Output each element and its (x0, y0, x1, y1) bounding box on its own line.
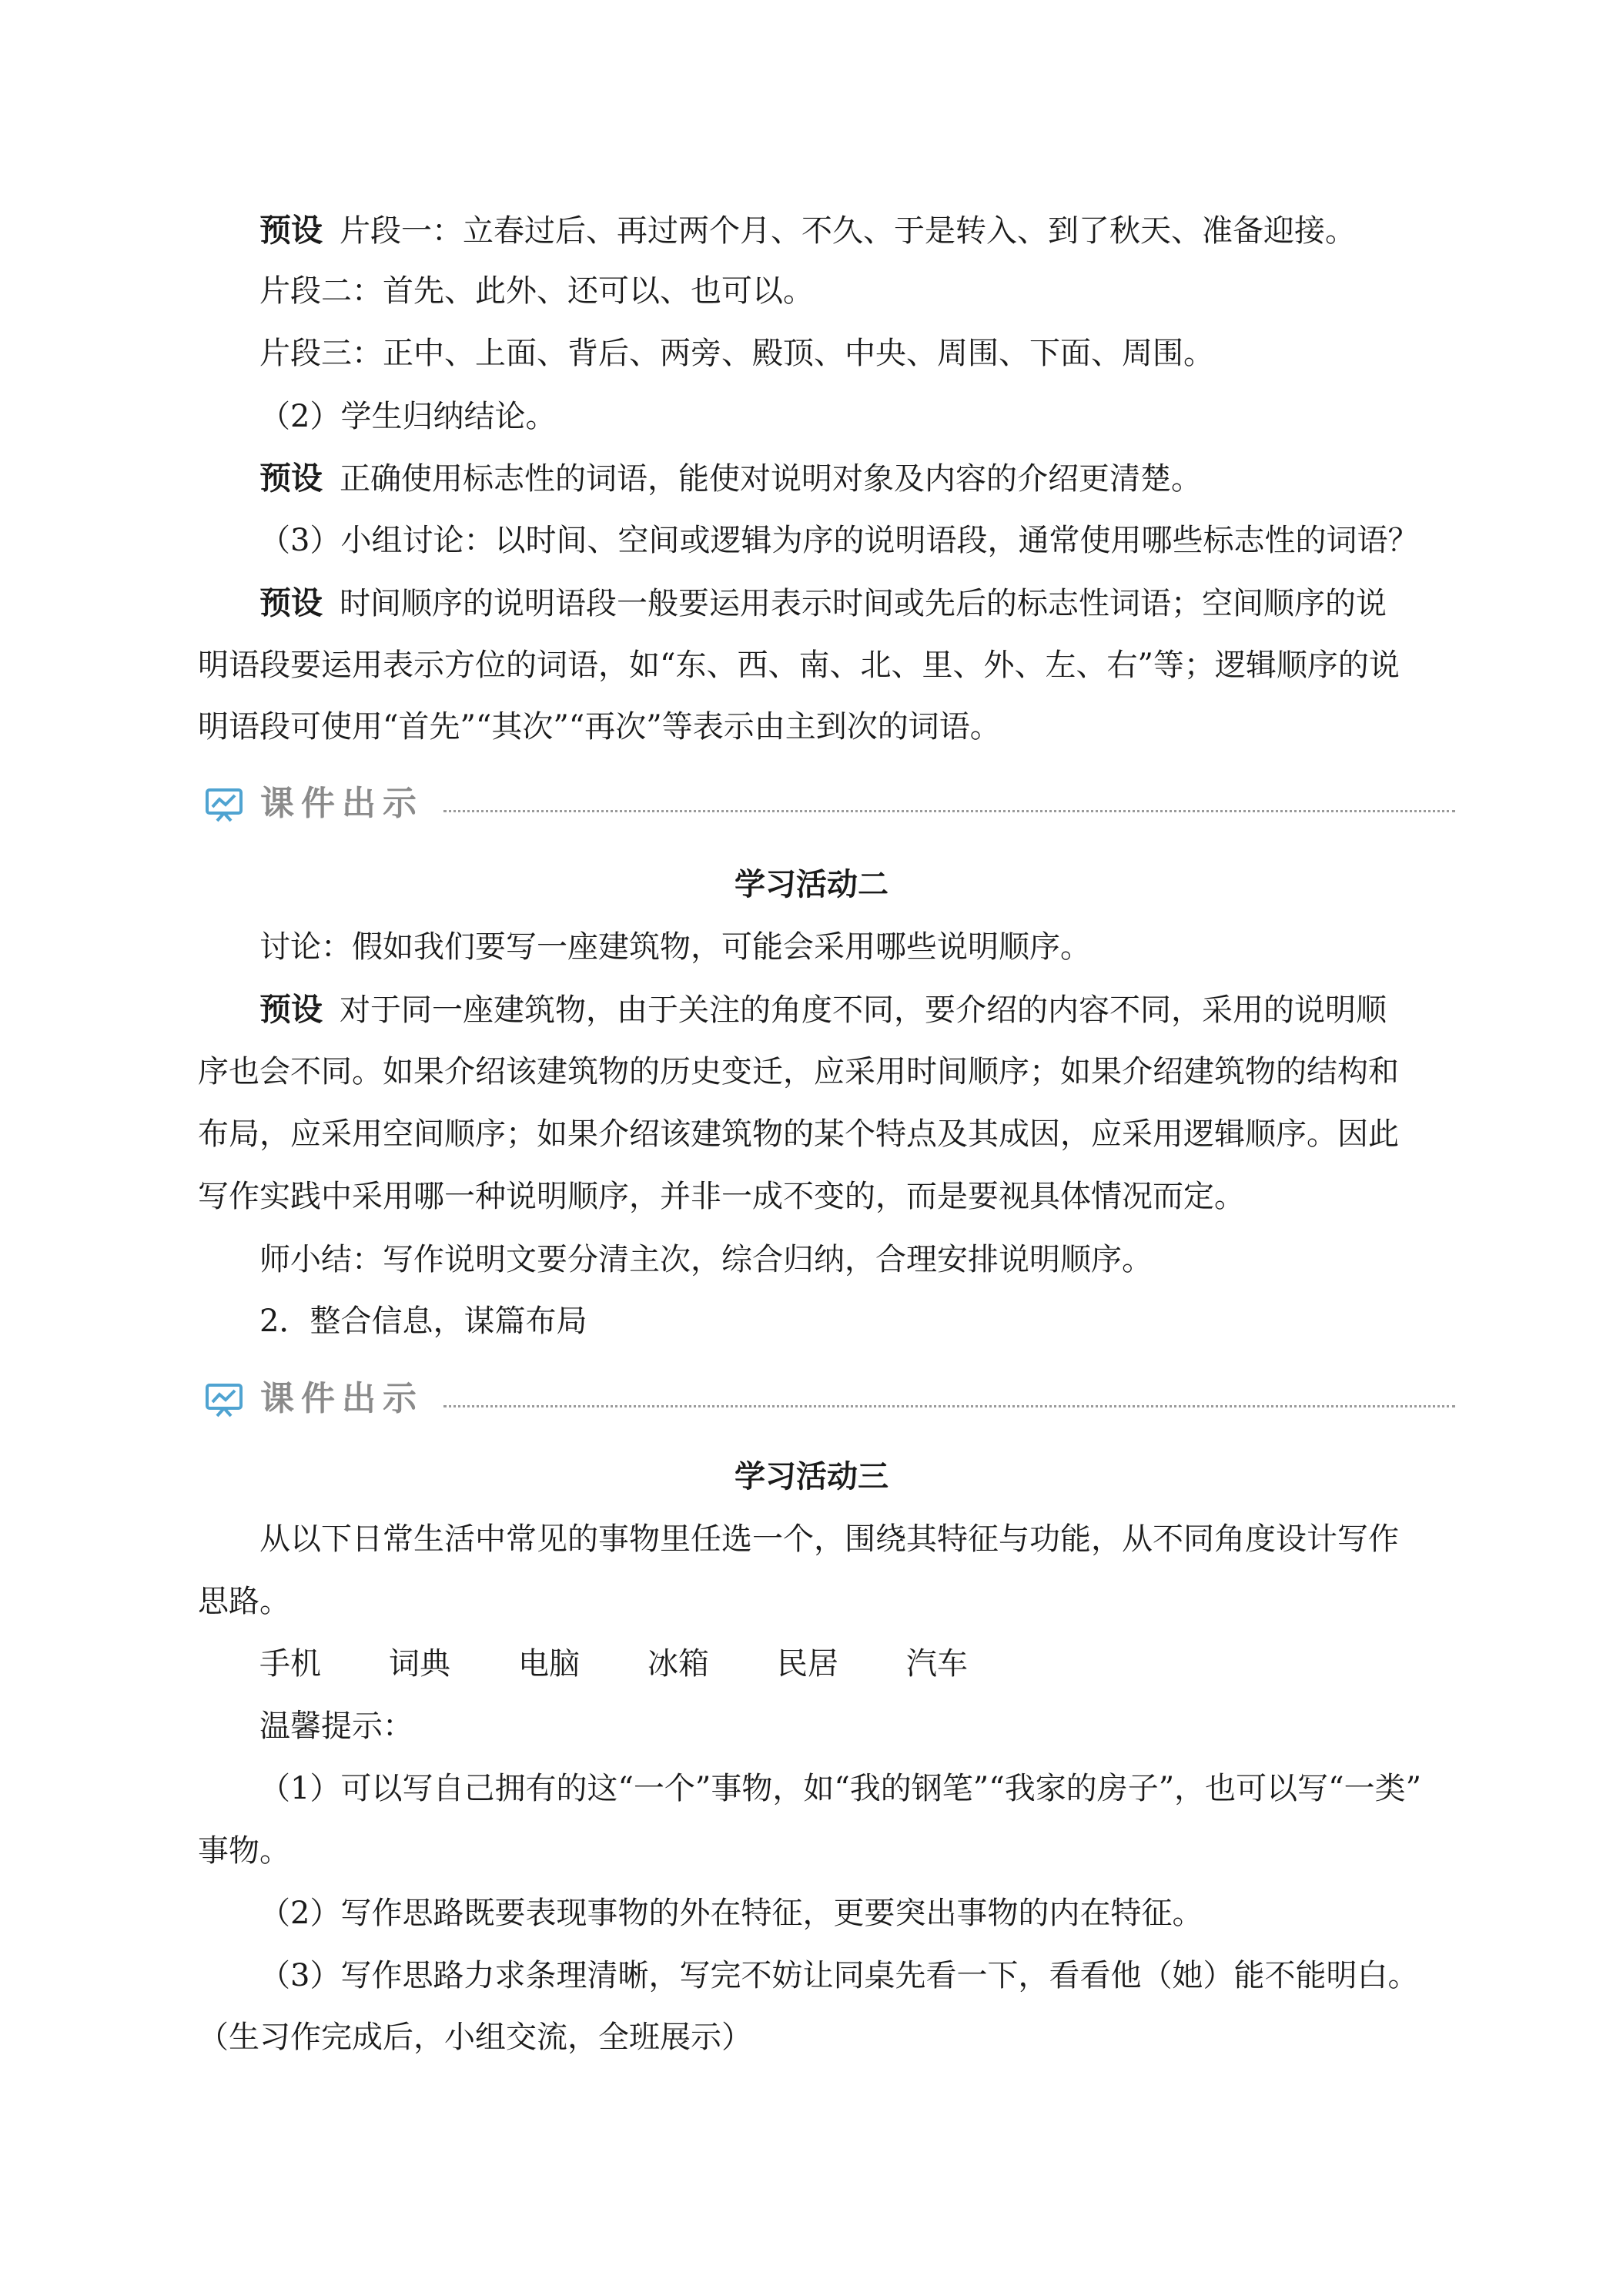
tip-2: （2）写作思路既要表现事物的外在特征，更要突出事物的内在特征。 (259, 1896, 1203, 1931)
tips-title: 温馨提示： (259, 1709, 413, 1744)
preset-text: 正确使用标志性的词语，能使对说明对象及内容的介绍更清楚。 (340, 461, 1202, 497)
object-option: 电脑 (518, 1646, 580, 1682)
teacher-summary: 师小结：写作说明文要分清主次，综合归纳，合理安排说明顺序。 (259, 1242, 1153, 1277)
preset-paragraph-1 (259, 209, 1356, 252)
preset-label: 预设 (259, 991, 323, 1028)
activity-3-intro-line-1: 从以下日常生活中常见的事物里任选一个，围绕其特征与功能，从不同角度设计写作 (259, 1521, 1399, 1557)
tip-3: （3）写作思路力求条理清晰，写完不妨让同桌先看一下，看看他（她）能不能明白。 (259, 1958, 1419, 1993)
object-option: 冰箱 (648, 1646, 709, 1682)
object-option: 词典 (389, 1646, 450, 1682)
preset-paragraph-3-line-3: 明语段可使用“首先”“其次”“再次”等表示由主到次的词语。 (198, 709, 1001, 745)
preset-paragraph-3-line-2: 明语段要运用表示方位的词语，如“东、西、南、北、里、外、左、右”等；逻辑顺序的说 (198, 648, 1400, 683)
preset-text: 时间顺序的说明语段一般要运用表示时间或先后的标志性词语；空间顺序的说 (340, 586, 1387, 621)
banner-title: 课件出示 (260, 1379, 423, 1418)
activity-3-title: 学习活动三 (735, 1459, 888, 1494)
tip-1-line-2: 事物。 (198, 1833, 290, 1869)
courseware-banner (205, 781, 1455, 827)
banner-divider (443, 1405, 1455, 1407)
presentation-board-icon (205, 787, 243, 822)
object-option: 手机 (259, 1646, 321, 1682)
tip-1-line-1: （1）可以写自己拥有的这“一个”事物，如“我的钢笔”“我家的房子”，也可以写“一类” (259, 1771, 1422, 1806)
activity-2-preset-line-3: 布局，应采用空间顺序；如果介绍该建筑物的某个特点及其成因，应采用逻辑顺序。因此 (198, 1116, 1399, 1152)
group-discussion-text: （3）小组讨论：以时间、空间或逻辑为序的说明语段，通常使用哪些标志性的词语？ (259, 523, 1419, 558)
preset-text: 片段一：立春过后、再过两个月、不久、于是转入、到了秋天、准备迎接。 (340, 213, 1356, 249)
activity-2-title: 学习活动二 (735, 867, 888, 902)
activity-3-intro-line-2: 思路。 (198, 1584, 290, 1619)
preset-paragraph-3-line-1 (259, 582, 1387, 624)
preset-paragraph-2 (259, 457, 1202, 500)
fragment-3-text: 片段三：正中、上面、背后、两旁、殿顶、中央、周围、下面、周围。 (259, 336, 1214, 371)
object-option: 民居 (777, 1646, 838, 1682)
activity-2-discussion: 讨论：假如我们要写一座建筑物，可能会采用哪些说明顺序。 (259, 929, 1091, 965)
fragment-2-text: 片段二：首先、此外、还可以、也可以。 (259, 273, 814, 309)
conclusion-step-text: （2）学生归纳结论。 (259, 399, 557, 434)
courseware-banner (205, 1376, 1455, 1422)
object-option: 汽车 (906, 1646, 968, 1682)
preset-label: 预设 (259, 212, 323, 249)
activity-2-preset-line-4: 写作实践中采用哪一种说明顺序，并非一成不变的，而是要视具体情况而定。 (198, 1179, 1245, 1214)
preset-label: 预设 (259, 584, 323, 621)
activity-2-preset-line-2: 序也会不同。如果介绍该建筑物的历史变迁，应采用时间顺序；如果介绍建筑物的结构和 (198, 1054, 1399, 1089)
banner-divider (443, 810, 1455, 812)
step-2-heading: 2．整合信息，谋篇布局 (259, 1304, 587, 1339)
object-options-list (259, 1643, 1036, 1685)
banner-title: 课件出示 (260, 784, 423, 823)
presentation-board-icon (205, 1382, 243, 1417)
preset-label: 预设 (259, 460, 323, 497)
preset-text: 对于同一座建筑物，由于关注的角度不同，要介绍的内容不同，采用的说明顺 (340, 992, 1387, 1028)
activity-2-preset-line-1 (259, 989, 1387, 1031)
closing-note: （生习作完成后，小组交流，全班展示） (198, 2020, 752, 2055)
